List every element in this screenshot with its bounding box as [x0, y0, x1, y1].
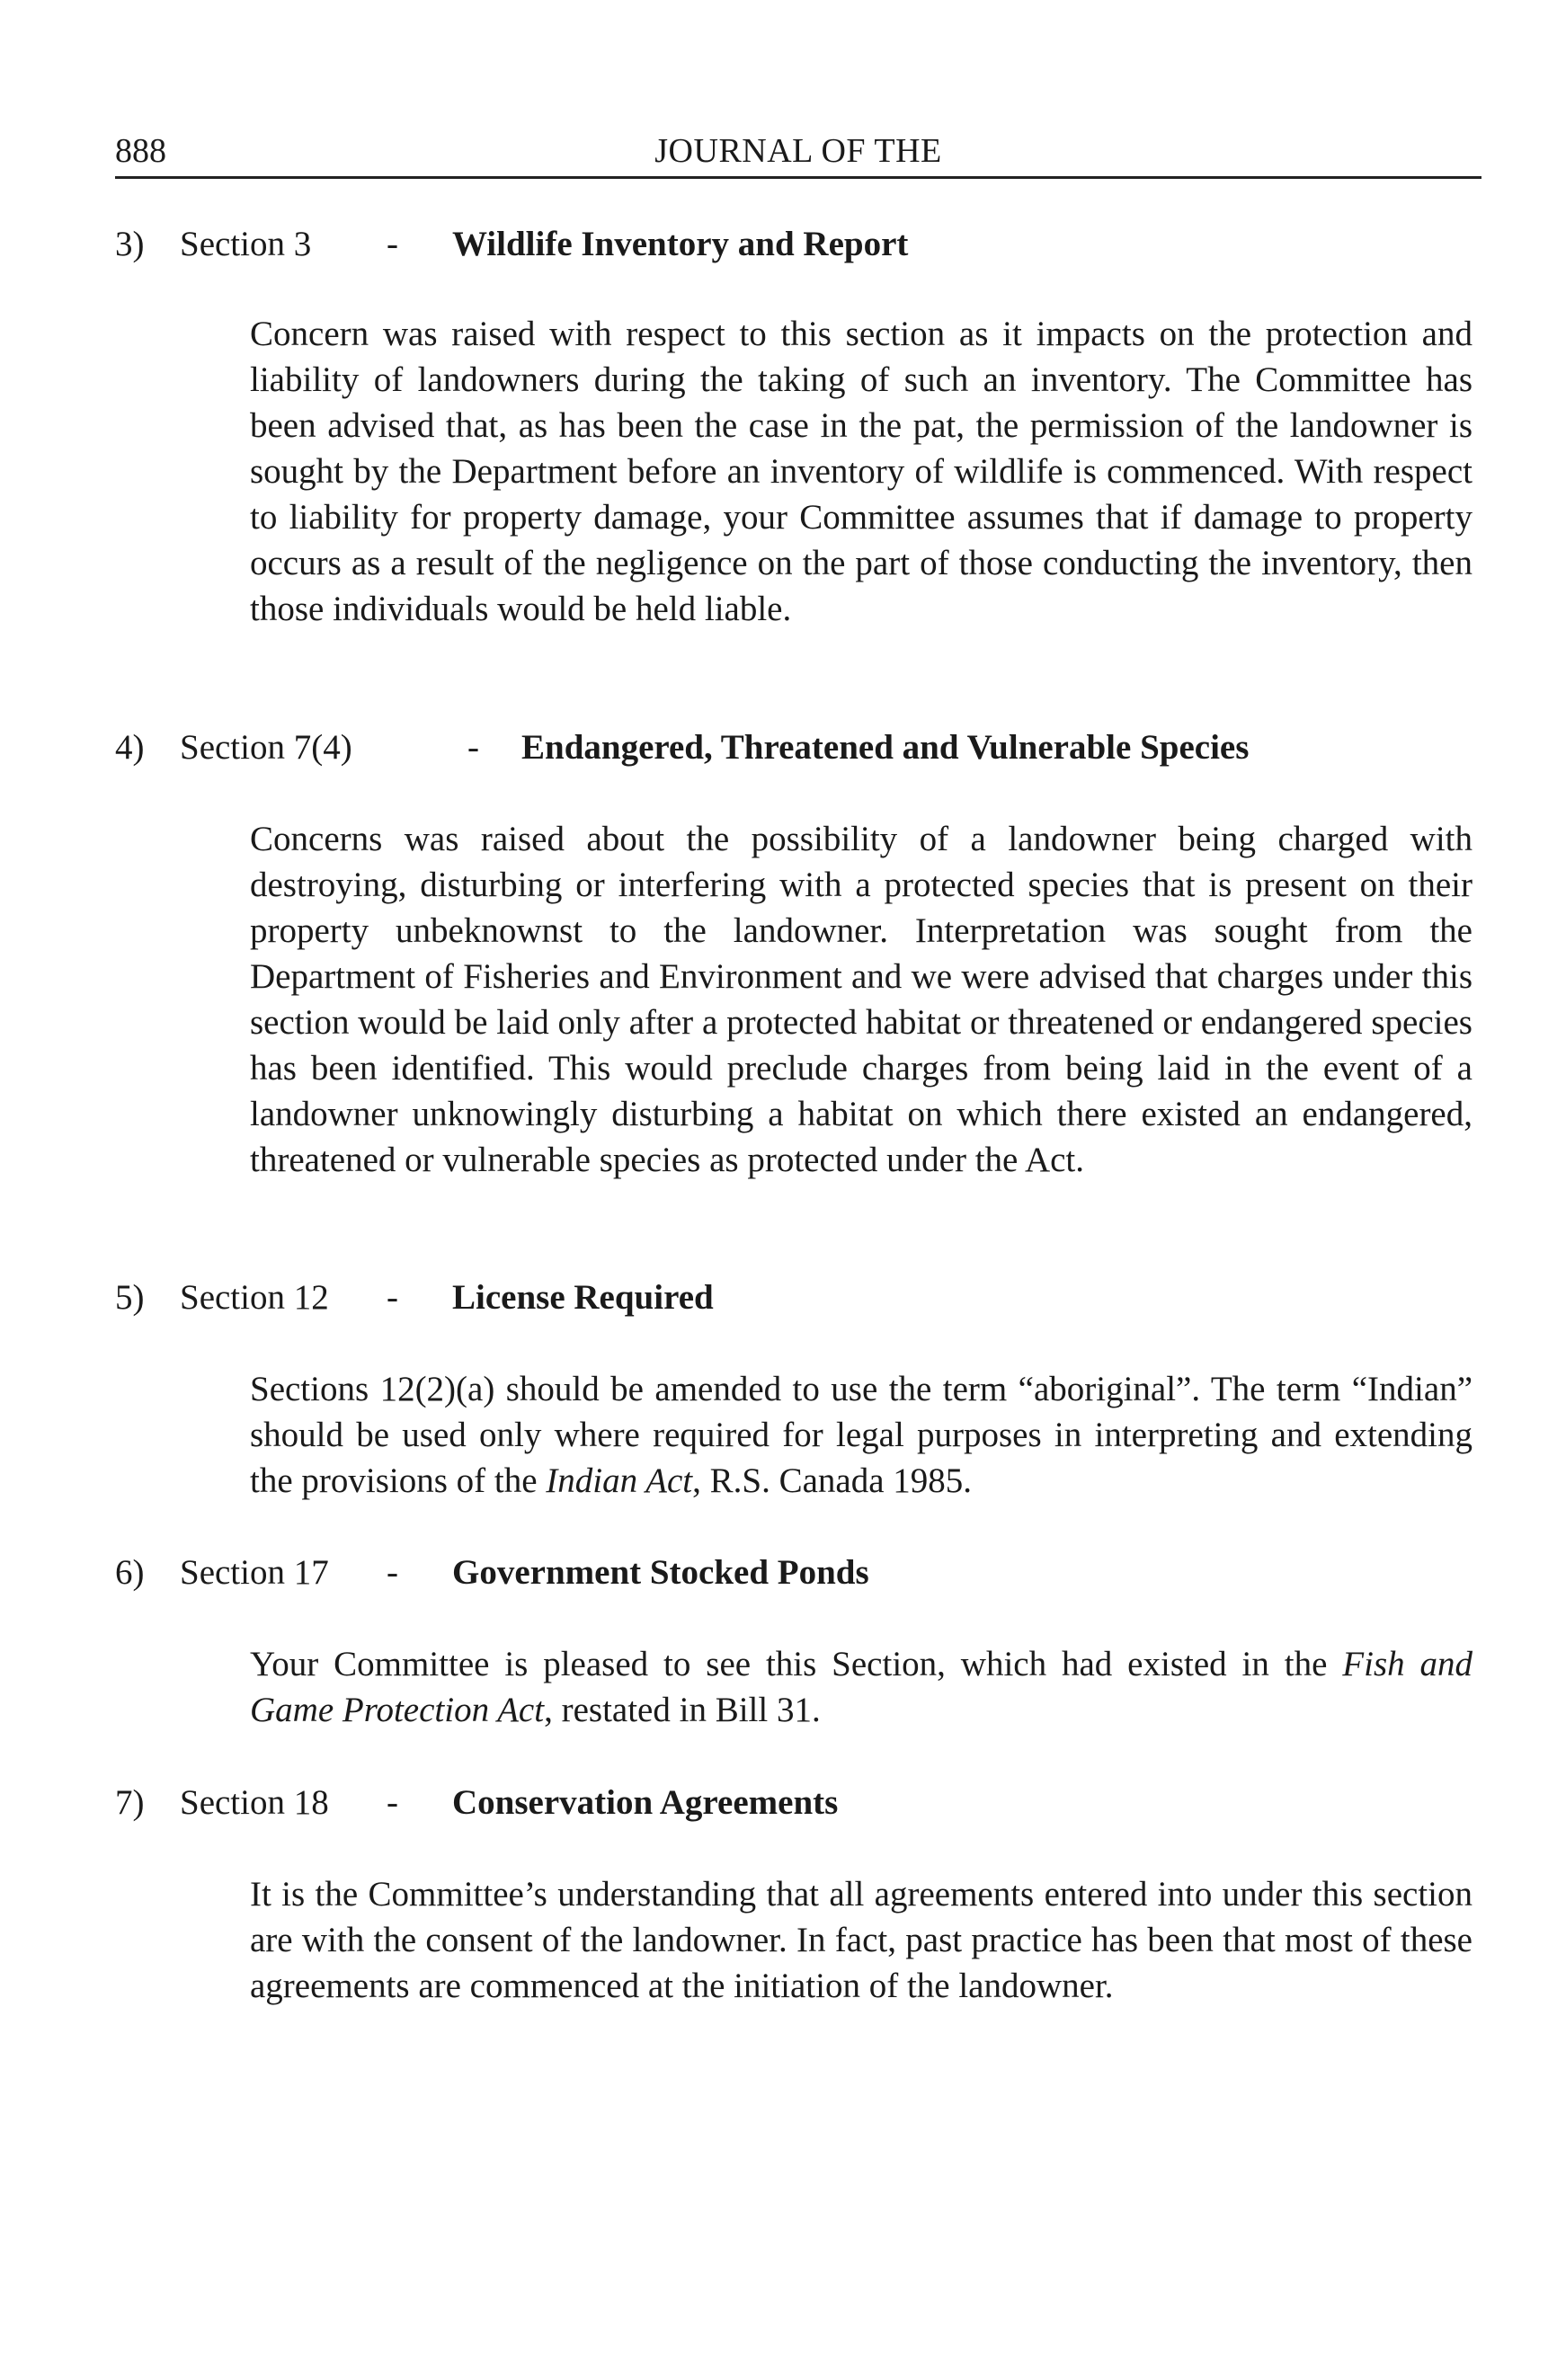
section-reference: Section 17 [180, 1553, 329, 1592]
section-reference: Section 18 [180, 1783, 329, 1822]
running-head: JOURNAL OF THE [654, 132, 942, 170]
section-dash: - [387, 1553, 398, 1592]
section-paragraph [250, 1366, 1472, 1504]
section-title: Government Stocked Ponds [452, 1553, 869, 1592]
section-body [250, 1641, 1472, 1733]
section-body [250, 311, 1472, 632]
page-number: 888 [115, 132, 166, 170]
section-dash: - [387, 225, 398, 263]
section-heading [0, 221, 1557, 268]
section-number: 5) [115, 1278, 145, 1317]
body-text: , restated in Bill 31. [544, 1691, 821, 1729]
section-title: Endangered, Threatened and Vulnerable Species [521, 728, 1250, 767]
body-text: , R.S. Canada 1985. [692, 1461, 973, 1500]
section-body [250, 1871, 1472, 2009]
section-reference: Section 12 [180, 1278, 329, 1317]
section-number: 7) [115, 1783, 145, 1822]
section-title: Wildlife Inventory and Report [452, 225, 909, 263]
body-text-italic: Fish and Game Protection Act [250, 1645, 1472, 1729]
section-heading [0, 1780, 1557, 1826]
body-text-italic: Indian Act [546, 1461, 693, 1500]
section-heading [0, 724, 1557, 771]
section-paragraph: Concern was raised with respect to this section as it impacts on the protection and liability of landowners during the taking of such an inventory. The Committee has been advised that, as has been the case in the pat, the permission of the landowner is sought by the Department before an inventory of wildlife is commenced. With respect to liability for property damage, your Committee assumes that if damage to property occurs as a result of the negligence on the part of those conducting the inventory, then those individuals would be held liable. [250, 315, 1472, 628]
section-heading [0, 1274, 1557, 1321]
section-dash: - [387, 1783, 398, 1822]
body-text: Sections 12(2)(a) should be amended to use the term “aboriginal”. The term “Indian” should be used only where required for legal purposes in interpreting and extending the provisions of the [250, 1370, 1472, 1500]
section-title: License Required [452, 1278, 714, 1317]
section-paragraph: It is the Committee’s understanding that all agreements entered into under this section are with the consent of the landowner. In fact, past practice has been that most of these agreements are commenced at the initiation of the landowner. [250, 1875, 1472, 2005]
section-title: Conservation Agreements [452, 1783, 839, 1822]
section-dash: - [467, 728, 479, 767]
section-number: 6) [115, 1553, 145, 1592]
section-body [250, 1366, 1472, 1504]
section-body [250, 816, 1472, 1183]
section-heading [0, 1550, 1557, 1596]
body-text: Your Committee is pleased to see this Section, which had existed in the [250, 1645, 1343, 1683]
section-reference: Section 3 [180, 225, 312, 263]
section-number: 3) [115, 225, 145, 263]
section-number: 4) [115, 728, 145, 767]
section-paragraph [250, 1641, 1472, 1733]
section-dash: - [387, 1278, 398, 1317]
page-header [115, 129, 1481, 179]
section-paragraph: Concerns was raised about the possibility of a landowner being charged with destroying, disturbing or interfering with a protected species that is present on their property unbeknownst to the landowner. Interpretation was sought from the Department of Fisheries and Environment and we were advised that charges under this section would be laid only after a protected habitat or threatened or endangered species has been identified. This would preclude charges from being laid in the event of a landowner unknowingly disturbing a habitat on which there existed an endangered, threatened or vulnerable species as protected under the Act. [250, 820, 1472, 1179]
section-reference: Section 7(4) [180, 728, 352, 767]
